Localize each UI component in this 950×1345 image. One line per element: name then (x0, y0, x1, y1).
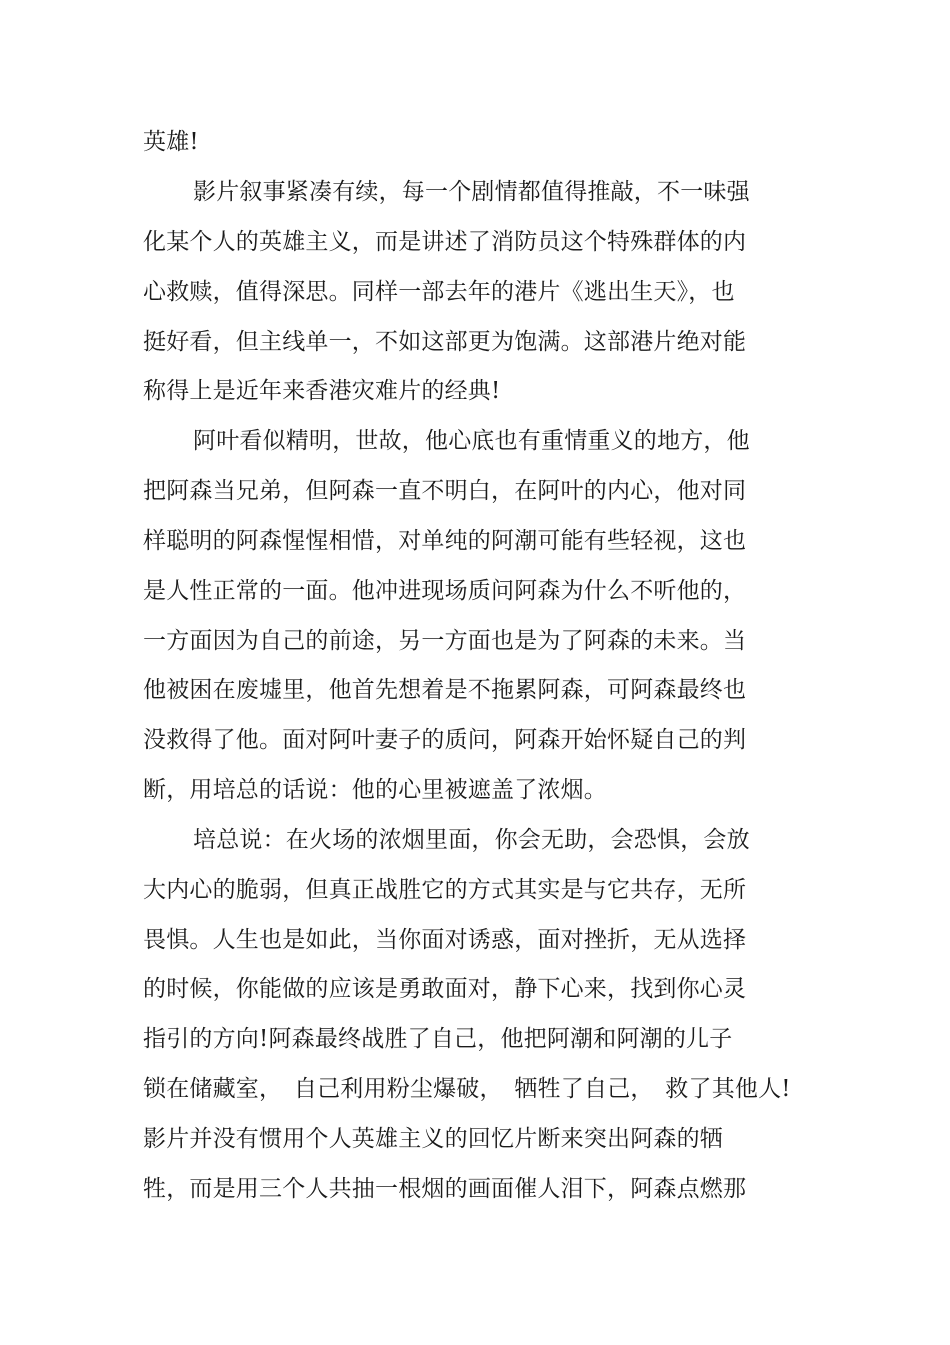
text-line: 心救赎，值得深思。同样一部去年的港片《逃出生天》，也 (143, 279, 735, 305)
text-line: 锁在储藏室， 自己利用粉尘爆破， 牺牲了自己， 救了其他人! (143, 1076, 791, 1102)
text-line: 英雄! (143, 129, 199, 155)
text-line: 样聪明的阿森惺惺相惜，对单纯的阿潮可能有些轻视，这也 (143, 528, 747, 554)
paragraph-first-line: 阿叶看似精明，世故，他心底也有重情重义的地方，他 (193, 428, 750, 454)
text-line: 没救得了他。面对阿叶妻子的质问，阿森开始怀疑自己的判 (143, 727, 747, 753)
text-line: 影片并没有惯用个人英雄主义的回忆片断来突出阿森的牺 (143, 1126, 723, 1152)
text-line: 牲，而是用三个人共抽一根烟的画面催人泪下，阿森点燃那 (143, 1176, 747, 1202)
text-line: 大内心的脆弱，但真正战胜它的方式其实是与它共存，无所 (143, 877, 747, 903)
text-line: 的时候，你能做的应该是勇敢面对，静下心来，找到你心灵 (143, 976, 747, 1002)
text-line: 化某个人的英雄主义，而是讲述了消防员这个特殊群体的内 (143, 229, 747, 255)
paragraph-first-line: 培总说：在火场的浓烟里面，你会无助，会恐惧，会放 (193, 827, 750, 853)
text-line: 称得上是近年来香港灾难片的经典! (143, 378, 501, 404)
text-line: 一方面因为自己的前途，另一方面也是为了阿森的未来。当 (143, 628, 747, 654)
text-line: 把阿森当兄弟，但阿森一直不明白，在阿叶的内心，他对同 (143, 478, 747, 504)
text-line: 断，用培总的话说：他的心里被遮盖了浓烟。 (143, 777, 607, 803)
text-line: 畏惧。人生也是如此，当你面对诱惑，面对挫折，无从选择 (143, 927, 747, 953)
text-line: 挺好看，但主线单一，不如这部更为饱满。这部港片绝对能 (143, 329, 747, 355)
paragraph-first-line: 影片叙事紧凑有续，每一个剧情都值得推敲，不一味强 (193, 179, 750, 205)
text-line: 他被困在废墟里，他首先想着是不拖累阿森，可阿森最终也 (143, 677, 747, 703)
text-line: 指引的方向!阿森最终战胜了自己，他把阿潮和阿潮的儿子 (143, 1026, 733, 1052)
text-line: 是人性正常的一面。他冲进现场质问阿森为什么不听他的， (143, 578, 747, 604)
